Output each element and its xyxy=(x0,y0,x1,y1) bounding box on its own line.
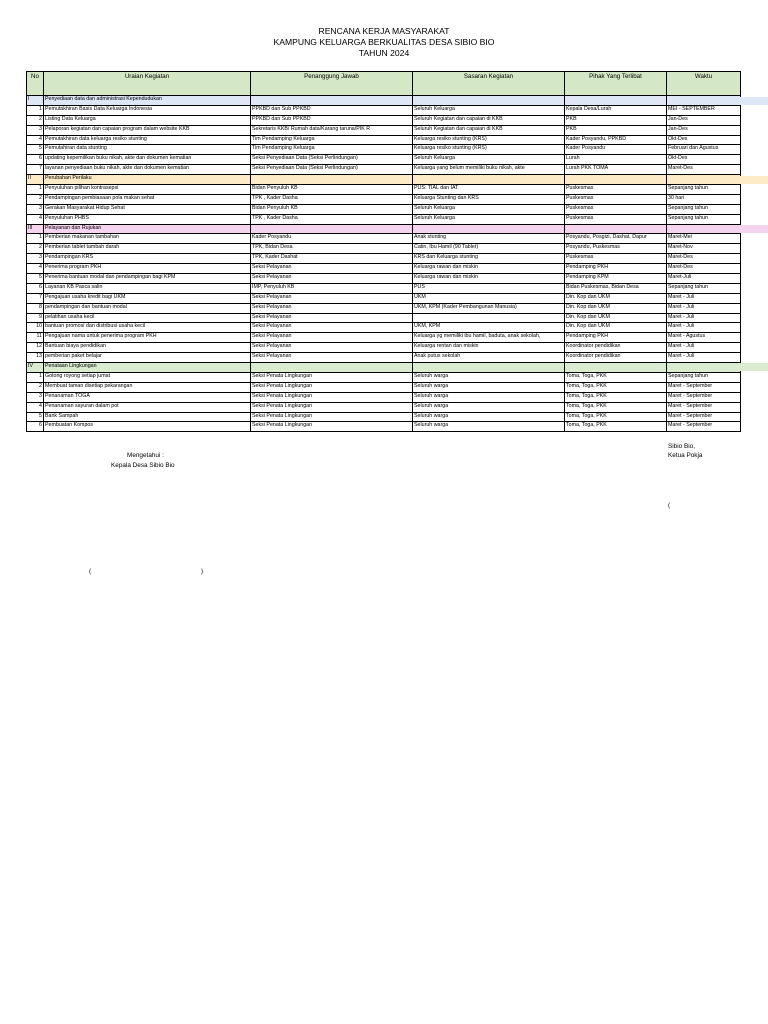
document-title-line2: KAMPUNG KELUARGA BERKUALITAS DESA SIBIO BIO xyxy=(273,37,495,47)
cell-waktu: Maret-Des xyxy=(667,254,741,264)
cell-no: 4 xyxy=(27,264,44,274)
cell-waktu: Maret - September xyxy=(667,382,741,392)
signature-right-open-paren: ( xyxy=(668,502,671,509)
section-number: I xyxy=(27,96,44,106)
cell-no: 3 xyxy=(27,254,44,264)
cell-pihak: Toma, Toga, PKK xyxy=(565,412,667,422)
cell-no: 10 xyxy=(27,323,44,333)
cell-sasaran: Anak stunting xyxy=(413,234,565,244)
cell-penanggung-jawab: Seksi Pelayanan xyxy=(251,274,413,284)
cell-pihak: Puskesmas xyxy=(565,185,667,195)
section-header-row xyxy=(27,175,741,185)
cell-waktu: Maret - Juli xyxy=(667,313,741,323)
cell-waktu: Sepanjang tahun xyxy=(667,214,741,224)
cell-no: 3 xyxy=(27,125,44,135)
cell-penanggung-jawab: Seksi Penyediaan Data (Seksi Perlindungan) xyxy=(251,165,413,175)
table-row xyxy=(27,412,741,422)
cell-uraian: Pengajuan nama untuk penerima program PKH xyxy=(44,333,251,343)
cell-sasaran: Keluarga resiko stunting (KRS) xyxy=(413,135,565,145)
cell-sasaran: PUS: TIAL dan IAT xyxy=(413,185,565,195)
column-header-no: No xyxy=(27,72,44,96)
cell-pihak: Koordinator pendidikan xyxy=(565,353,667,363)
cell-uraian: Gerakan Masyarakat Hidup Sehat xyxy=(44,204,251,214)
cell-penanggung-jawab: Seksi Penata Lingkungan xyxy=(251,422,413,432)
section-empty-cell xyxy=(251,363,413,373)
column-header-sasaran: Sasaran Kegiatan xyxy=(413,72,565,96)
document-title-line3: TAHUN 2024 xyxy=(358,48,410,58)
cell-sasaran: PUS xyxy=(413,283,565,293)
cell-no: 6 xyxy=(27,283,44,293)
cell-penanggung-jawab: TPK , Kader Dasha xyxy=(251,194,413,204)
cell-uraian: Gotong royong setiap jumat xyxy=(44,372,251,382)
cell-no: 9 xyxy=(27,313,44,323)
cell-penanggung-jawab: Seksi Pelayanan xyxy=(251,333,413,343)
cell-waktu: Jan-Des xyxy=(667,125,741,135)
cell-no: 7 xyxy=(27,293,44,303)
cell-sasaran: UKM xyxy=(413,293,565,303)
cell-uraian: Pemberian makanan tambahan xyxy=(44,234,251,244)
cell-pihak: Posyandu, Puskesmas xyxy=(565,244,667,254)
cell-uraian: Pemberian tablet tambah darah xyxy=(44,244,251,254)
cell-uraian: Layanan KB Pasca salin xyxy=(44,283,251,293)
cell-pihak: Kader Posyandu, PPKBD xyxy=(565,135,667,145)
cell-penanggung-jawab: Seksi Pelayanan xyxy=(251,353,413,363)
cell-waktu: Maret - Agustus xyxy=(667,333,741,343)
table-row xyxy=(27,283,741,293)
cell-waktu: 30 hari xyxy=(667,194,741,204)
cell-no: 2 xyxy=(27,194,44,204)
table-row xyxy=(27,125,741,135)
table-row xyxy=(27,185,741,195)
cell-uraian: Penanaman TOGA xyxy=(44,392,251,402)
table-row xyxy=(27,353,741,363)
cell-pihak: Pendamping PKH xyxy=(565,264,667,274)
cell-pihak: Din. Kop dan UKM xyxy=(565,293,667,303)
cell-no: 1 xyxy=(27,185,44,195)
table-row xyxy=(27,343,741,353)
cell-no: 2 xyxy=(27,115,44,125)
cell-no: 12 xyxy=(27,343,44,353)
cell-no: 3 xyxy=(27,392,44,402)
cell-penanggung-jawab: TPK , Kader Dasha xyxy=(251,214,413,224)
table-row xyxy=(27,313,741,323)
cell-penanggung-jawab: Seksi Penata Lingkungan xyxy=(251,402,413,412)
cell-no: 11 xyxy=(27,333,44,343)
section-color-strip xyxy=(740,363,768,371)
cell-pihak: Din. Kop dan UKM xyxy=(565,323,667,333)
cell-no: 6 xyxy=(27,155,44,165)
cell-penanggung-jawab: PPKBD dan Sub PPKBD xyxy=(251,105,413,115)
cell-pihak: Toma, Toga, PKK xyxy=(565,422,667,432)
cell-sasaran: Keluarga yg memiliki ibu hamil, baduta, anak sekolah, xyxy=(413,333,565,343)
cell-pihak: PKB xyxy=(565,115,667,125)
cell-no: 2 xyxy=(27,244,44,254)
cell-pihak: PKB xyxy=(565,125,667,135)
cell-waktu: Maret-Mei xyxy=(667,234,741,244)
cell-pihak: Pendamping KPM xyxy=(565,274,667,284)
cell-penanggung-jawab: TPK, Bidan Desa xyxy=(251,244,413,254)
cell-pihak: Toma, Toga, PKK xyxy=(565,392,667,402)
cell-no: 4 xyxy=(27,214,44,224)
cell-penanggung-jawab: Tim Pendamping Keluarga xyxy=(251,145,413,155)
cell-penanggung-jawab: Seksi Pelayanan xyxy=(251,264,413,274)
cell-waktu: Maret - September xyxy=(667,412,741,422)
cell-penanggung-jawab: TPK, Kader Dashat xyxy=(251,254,413,264)
section-empty-cell xyxy=(413,175,565,185)
cell-uraian: pendampingan dan bantuan modal xyxy=(44,303,251,313)
cell-waktu: Maret - Juli xyxy=(667,303,741,313)
section-title: Perubahan Perilaku xyxy=(44,175,251,185)
table-row xyxy=(27,234,741,244)
table-row xyxy=(27,323,741,333)
table-row xyxy=(27,392,741,402)
cell-waktu: Sepanjang tahun xyxy=(667,372,741,382)
cell-penanggung-jawab: Bidan Penyuluh KB xyxy=(251,185,413,195)
cell-pihak: Puskesmas xyxy=(565,194,667,204)
work-plan-table xyxy=(26,71,741,432)
cell-sasaran: Anak putus sekolah xyxy=(413,353,565,363)
column-header-waktu: Waktu xyxy=(667,72,741,96)
cell-penanggung-jawab: Seksi Penyediaan Data (Seksi Perlindungan) xyxy=(251,155,413,165)
cell-pihak: Puskesmas xyxy=(565,214,667,224)
table-row xyxy=(27,105,741,115)
table-row xyxy=(27,135,741,145)
section-title: Penyediaan data dan administrasi Kependudukan xyxy=(44,96,251,106)
section-empty-cell xyxy=(667,96,741,106)
table-row xyxy=(27,303,741,313)
cell-sasaran xyxy=(413,313,565,323)
cell-uraian: Penerima program PKH xyxy=(44,264,251,274)
table-row xyxy=(27,204,741,214)
cell-uraian: bantuan promosi dan distribusi usaha kecil xyxy=(44,323,251,333)
cell-uraian: updating kepemilikan buku nikah, akte dan dokumen kematian xyxy=(44,155,251,165)
section-empty-cell xyxy=(565,175,667,185)
table-row xyxy=(27,382,741,392)
cell-no: 7 xyxy=(27,165,44,175)
cell-uraian: layanan penyediaan buku nikah, akte dan dokumen kematian xyxy=(44,165,251,175)
cell-uraian: Penyuluhan PHBS xyxy=(44,214,251,224)
cell-uraian: Pemutakhiran Basis Data Keluarga Indonesia xyxy=(44,105,251,115)
cell-penanggung-jawab: IMP, Penyuluh KB xyxy=(251,283,413,293)
cell-waktu: Maret - September xyxy=(667,422,741,432)
cell-uraian: Pendampingan KRS xyxy=(44,254,251,264)
cell-penanggung-jawab: Seksi Pelayanan xyxy=(251,343,413,353)
cell-penanggung-jawab: Tim Pendamping Keluarga xyxy=(251,135,413,145)
cell-pihak: Toma, Toga, PKK xyxy=(565,372,667,382)
cell-penanggung-jawab: Seksi Penata Lingkungan xyxy=(251,392,413,402)
table-row xyxy=(27,214,741,224)
cell-penanggung-jawab: Bidan Penyuluh KB xyxy=(251,204,413,214)
cell-no: 1 xyxy=(27,372,44,382)
cell-sasaran: Keluarga rawan dan miskin xyxy=(413,274,565,284)
cell-waktu: Februari dan Agustus xyxy=(667,145,741,155)
cell-uraian: Penerima bantuan modal dan pendampingan bagi KPM xyxy=(44,274,251,284)
cell-waktu: Maret-Nov xyxy=(667,244,741,254)
table-row xyxy=(27,274,741,284)
cell-pihak: Kader Posyandu xyxy=(565,145,667,155)
cell-uraian: Pendampingan pembiasaan pola makan sehat xyxy=(44,194,251,204)
section-empty-cell xyxy=(413,363,565,373)
section-empty-cell xyxy=(565,224,667,234)
cell-sasaran: UKM, KPM (Kader Pembangunan Manusia) xyxy=(413,303,565,313)
cell-uraian: Membuat taman disetiap pekarangan xyxy=(44,382,251,392)
cell-penanggung-jawab: Seksi Pelayanan xyxy=(251,293,413,303)
section-title: Pelayanan dan Rujukan xyxy=(44,224,251,234)
cell-pihak: Din. Kop dan UKM xyxy=(565,303,667,313)
cell-waktu: Maret-Juli xyxy=(667,274,741,284)
cell-sasaran: Seluruh Keluarga xyxy=(413,214,565,224)
section-color-strip xyxy=(740,176,768,184)
section-color-strip xyxy=(740,97,768,105)
cell-no: 4 xyxy=(27,402,44,412)
cell-sasaran: Seluruh warga xyxy=(413,382,565,392)
cell-no: 5 xyxy=(27,145,44,155)
cell-penanggung-jawab: Seksi Pelayanan xyxy=(251,323,413,333)
cell-sasaran: Keluarga rentan dan miskin xyxy=(413,343,565,353)
section-header-row xyxy=(27,96,741,106)
cell-no: 5 xyxy=(27,412,44,422)
cell-no: 6 xyxy=(27,422,44,432)
cell-pihak: Posyandu, Posgizi, Dashat, Dapur xyxy=(565,234,667,244)
table-row xyxy=(27,264,741,274)
cell-waktu: Maret - Juli xyxy=(667,293,741,303)
cell-uraian: Pemutahiran data stunting xyxy=(44,145,251,155)
cell-sasaran: Seluruh warga xyxy=(413,402,565,412)
section-number: IV xyxy=(27,363,44,373)
cell-waktu: Maret - September xyxy=(667,402,741,412)
cell-sasaran: Seluruh Keluarga xyxy=(413,204,565,214)
table-body xyxy=(27,96,741,432)
cell-waktu: Maret-Des xyxy=(667,264,741,274)
table-row xyxy=(27,155,741,165)
cell-sasaran: Keluarga resiko stunting (KRS) xyxy=(413,145,565,155)
cell-pihak: Bidan Puskesmas, Bidan Desa xyxy=(565,283,667,293)
section-header-row xyxy=(27,224,741,234)
cell-waktu: Sepanjang tahun xyxy=(667,185,741,195)
table-row xyxy=(27,194,741,204)
cell-pihak: Pendamping PKH xyxy=(565,333,667,343)
signature-place-label: Sibio Bio, xyxy=(668,443,695,450)
section-empty-cell xyxy=(413,96,565,106)
table-row xyxy=(27,115,741,125)
cell-sasaran: Catin, Ibu Hamil (90 Tablet) xyxy=(413,244,565,254)
table-row xyxy=(27,372,741,382)
section-empty-cell xyxy=(251,224,413,234)
table-row xyxy=(27,244,741,254)
cell-uraian: Pelaporan kegiatan dan capaian program dalam website KKB xyxy=(44,125,251,135)
cell-uraian: Pembuatan Kompos xyxy=(44,422,251,432)
cell-sasaran: Keluarga Stunting dan KRS xyxy=(413,194,565,204)
section-empty-cell xyxy=(251,175,413,185)
section-empty-cell xyxy=(667,175,741,185)
document-title-line1: RENCANA KERJA MASYARAKAT xyxy=(318,26,450,36)
section-empty-cell xyxy=(565,363,667,373)
cell-sasaran: Seluruh warga xyxy=(413,372,565,382)
table-row xyxy=(27,402,741,412)
signature-ketua-pokja-title: Ketua Pokja xyxy=(668,452,703,459)
section-empty-cell xyxy=(667,224,741,234)
signature-kepala-desa-title: Kepala Desa Sibio Bio xyxy=(111,462,175,469)
cell-sasaran: UKM, KPM xyxy=(413,323,565,333)
signature-mengetahui-label: Mengetahui : xyxy=(127,452,164,459)
cell-waktu: MEI - SEPTEMBER xyxy=(667,105,741,115)
cell-waktu: Maret - September xyxy=(667,392,741,402)
cell-waktu: Sepanjang tahun xyxy=(667,204,741,214)
cell-waktu: Maret - Juli xyxy=(667,343,741,353)
cell-penanggung-jawab: PPKBD dan Sub PPKBD xyxy=(251,115,413,125)
table-row xyxy=(27,333,741,343)
table-row xyxy=(27,422,741,432)
cell-waktu: Okt-Des xyxy=(667,135,741,145)
cell-sasaran: Seluruh warga xyxy=(413,422,565,432)
cell-sasaran: Keluarga yang belum memiliki buku nikah, akte xyxy=(413,165,565,175)
cell-pihak: Lurah xyxy=(565,155,667,165)
cell-penanggung-jawab: Seksi Penata Lingkungan xyxy=(251,382,413,392)
section-empty-cell xyxy=(565,96,667,106)
section-color-strip xyxy=(740,225,768,233)
cell-pihak: Toma, Toga, PKK xyxy=(565,402,667,412)
cell-sasaran: Keluarga rawan dan miskin xyxy=(413,264,565,274)
cell-pihak: Toma, Toga, PKK xyxy=(565,382,667,392)
cell-uraian: Penanaman sayuran dalam pot xyxy=(44,402,251,412)
cell-penanggung-jawab: Seksi Pelayanan xyxy=(251,313,413,323)
cell-uraian: Bantuan biaya pendidikan xyxy=(44,343,251,353)
cell-no: 4 xyxy=(27,135,44,145)
section-header-row xyxy=(27,363,741,373)
signature-left-close-paren: ) xyxy=(201,568,204,575)
cell-no: 2 xyxy=(27,382,44,392)
cell-no: 1 xyxy=(27,105,44,115)
cell-uraian: Bank Sampah xyxy=(44,412,251,422)
cell-uraian: Penyuluhan pilihan kontrasepsi xyxy=(44,185,251,195)
table-header-row xyxy=(27,72,741,96)
cell-waktu: Sepanjang tahun xyxy=(667,283,741,293)
section-empty-cell xyxy=(413,224,565,234)
cell-uraian: Listing Data Keluarga xyxy=(44,115,251,125)
section-number: III xyxy=(27,224,44,234)
cell-pihak: Din. Kop dan UKM xyxy=(565,313,667,323)
cell-uraian: Pengajuan usaha kredit bagi UKM xyxy=(44,293,251,303)
cell-penanggung-jawab: Seksi Pelayanan xyxy=(251,303,413,313)
cell-pihak: Lurah PKK TOMA xyxy=(565,165,667,175)
cell-waktu: Maret-Des xyxy=(667,165,741,175)
cell-no: 5 xyxy=(27,274,44,284)
cell-penanggung-jawab: Sekretaris KKB/ Rumah data/Karang taruna/PIK R xyxy=(251,125,413,135)
cell-waktu: Okt-Des xyxy=(667,155,741,165)
cell-waktu: Maret - Juli xyxy=(667,353,741,363)
table-row xyxy=(27,165,741,175)
cell-no: 8 xyxy=(27,303,44,313)
section-empty-cell xyxy=(667,363,741,373)
cell-uraian: pemberian paket belajar xyxy=(44,353,251,363)
cell-pihak: Kepala Desa/Lurah xyxy=(565,105,667,115)
cell-uraian: pelatihan usaha kecil xyxy=(44,313,251,323)
cell-uraian: Pemutakhiran data keluarga resiko stunting xyxy=(44,135,251,145)
cell-no: 1 xyxy=(27,234,44,244)
cell-waktu: Maret - Juli xyxy=(667,323,741,333)
cell-penanggung-jawab: Seksi Penata Lingkungan xyxy=(251,372,413,382)
cell-pihak: Koordinator pendidikan xyxy=(565,343,667,353)
cell-sasaran: Seluruh Kegiatan dan capaian di KKB xyxy=(413,125,565,135)
cell-waktu: Jan-Des xyxy=(667,115,741,125)
section-empty-cell xyxy=(251,96,413,106)
cell-penanggung-jawab: Kader Posyandu xyxy=(251,234,413,244)
column-header-penanggung-jawab: Penanggung Jawab xyxy=(251,72,413,96)
column-header-uraian: Uraian Kegiatan xyxy=(44,72,251,96)
cell-no: 3 xyxy=(27,204,44,214)
cell-sasaran: Seluruh Keluarga xyxy=(413,105,565,115)
cell-pihak: Puskesmas xyxy=(565,204,667,214)
cell-sasaran: Seluruh Kegiatan dan capaian di KKB xyxy=(413,115,565,125)
cell-pihak: Puskesmas xyxy=(565,254,667,264)
column-header-pihak: Pihak Yang Terlibat xyxy=(565,72,667,96)
table-row xyxy=(27,145,741,155)
cell-penanggung-jawab: Seksi Penata Lingkungan xyxy=(251,412,413,422)
cell-sasaran: Seluruh Keluarga xyxy=(413,155,565,165)
cell-sasaran: KRS dan Keluarga stunting xyxy=(413,254,565,264)
cell-no: 13 xyxy=(27,353,44,363)
signature-left-open-paren: ( xyxy=(89,568,92,575)
section-number: II xyxy=(27,175,44,185)
table-row xyxy=(27,293,741,303)
cell-sasaran: Seluruh warga xyxy=(413,412,565,422)
section-title: Penataan Lingkungan xyxy=(44,363,251,373)
table-row xyxy=(27,254,741,264)
cell-sasaran: Seluruh warga xyxy=(413,392,565,402)
